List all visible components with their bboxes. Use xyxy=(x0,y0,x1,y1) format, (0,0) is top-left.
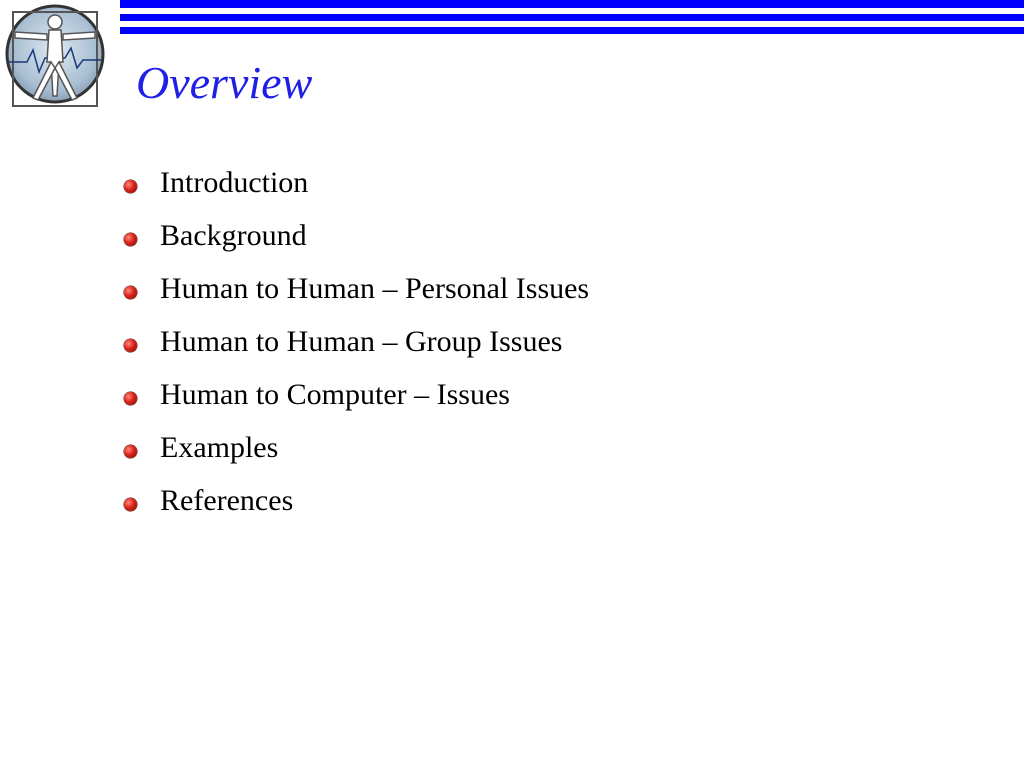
bullet-text: Background xyxy=(160,219,307,252)
header-stripe xyxy=(120,14,1024,21)
slide-title: Overview xyxy=(136,57,313,108)
bullet-text: Human to Human – Personal Issues xyxy=(160,272,590,305)
bullet-text: Introduction xyxy=(160,166,309,199)
red-ball-bullet-icon xyxy=(124,286,137,299)
red-ball-bullet-icon xyxy=(124,445,137,458)
header-stripe xyxy=(120,27,1024,34)
bullet-text: References xyxy=(160,484,294,517)
bullet-text: Human to Computer – Issues xyxy=(160,378,510,411)
red-ball-bullet-icon xyxy=(124,339,137,352)
bullet-item xyxy=(124,216,589,269)
bullet-text: Examples xyxy=(160,431,279,464)
bullet-list xyxy=(124,163,589,534)
bullet-text: Human to Human – Group Issues xyxy=(160,325,563,358)
header-stripe xyxy=(120,0,1024,8)
red-ball-bullet-icon xyxy=(124,180,137,193)
bullet-item xyxy=(124,269,589,322)
bullet-item xyxy=(124,322,589,375)
red-ball-bullet-icon xyxy=(124,233,137,246)
bullet-item xyxy=(124,428,589,481)
bullet-item xyxy=(124,375,589,428)
header-stripes xyxy=(120,0,1024,36)
vitruvian-man-logo xyxy=(3,2,107,108)
red-ball-bullet-icon xyxy=(124,392,137,405)
bullet-item xyxy=(124,163,589,216)
red-ball-bullet-icon xyxy=(124,498,137,511)
bullet-item xyxy=(124,481,589,534)
